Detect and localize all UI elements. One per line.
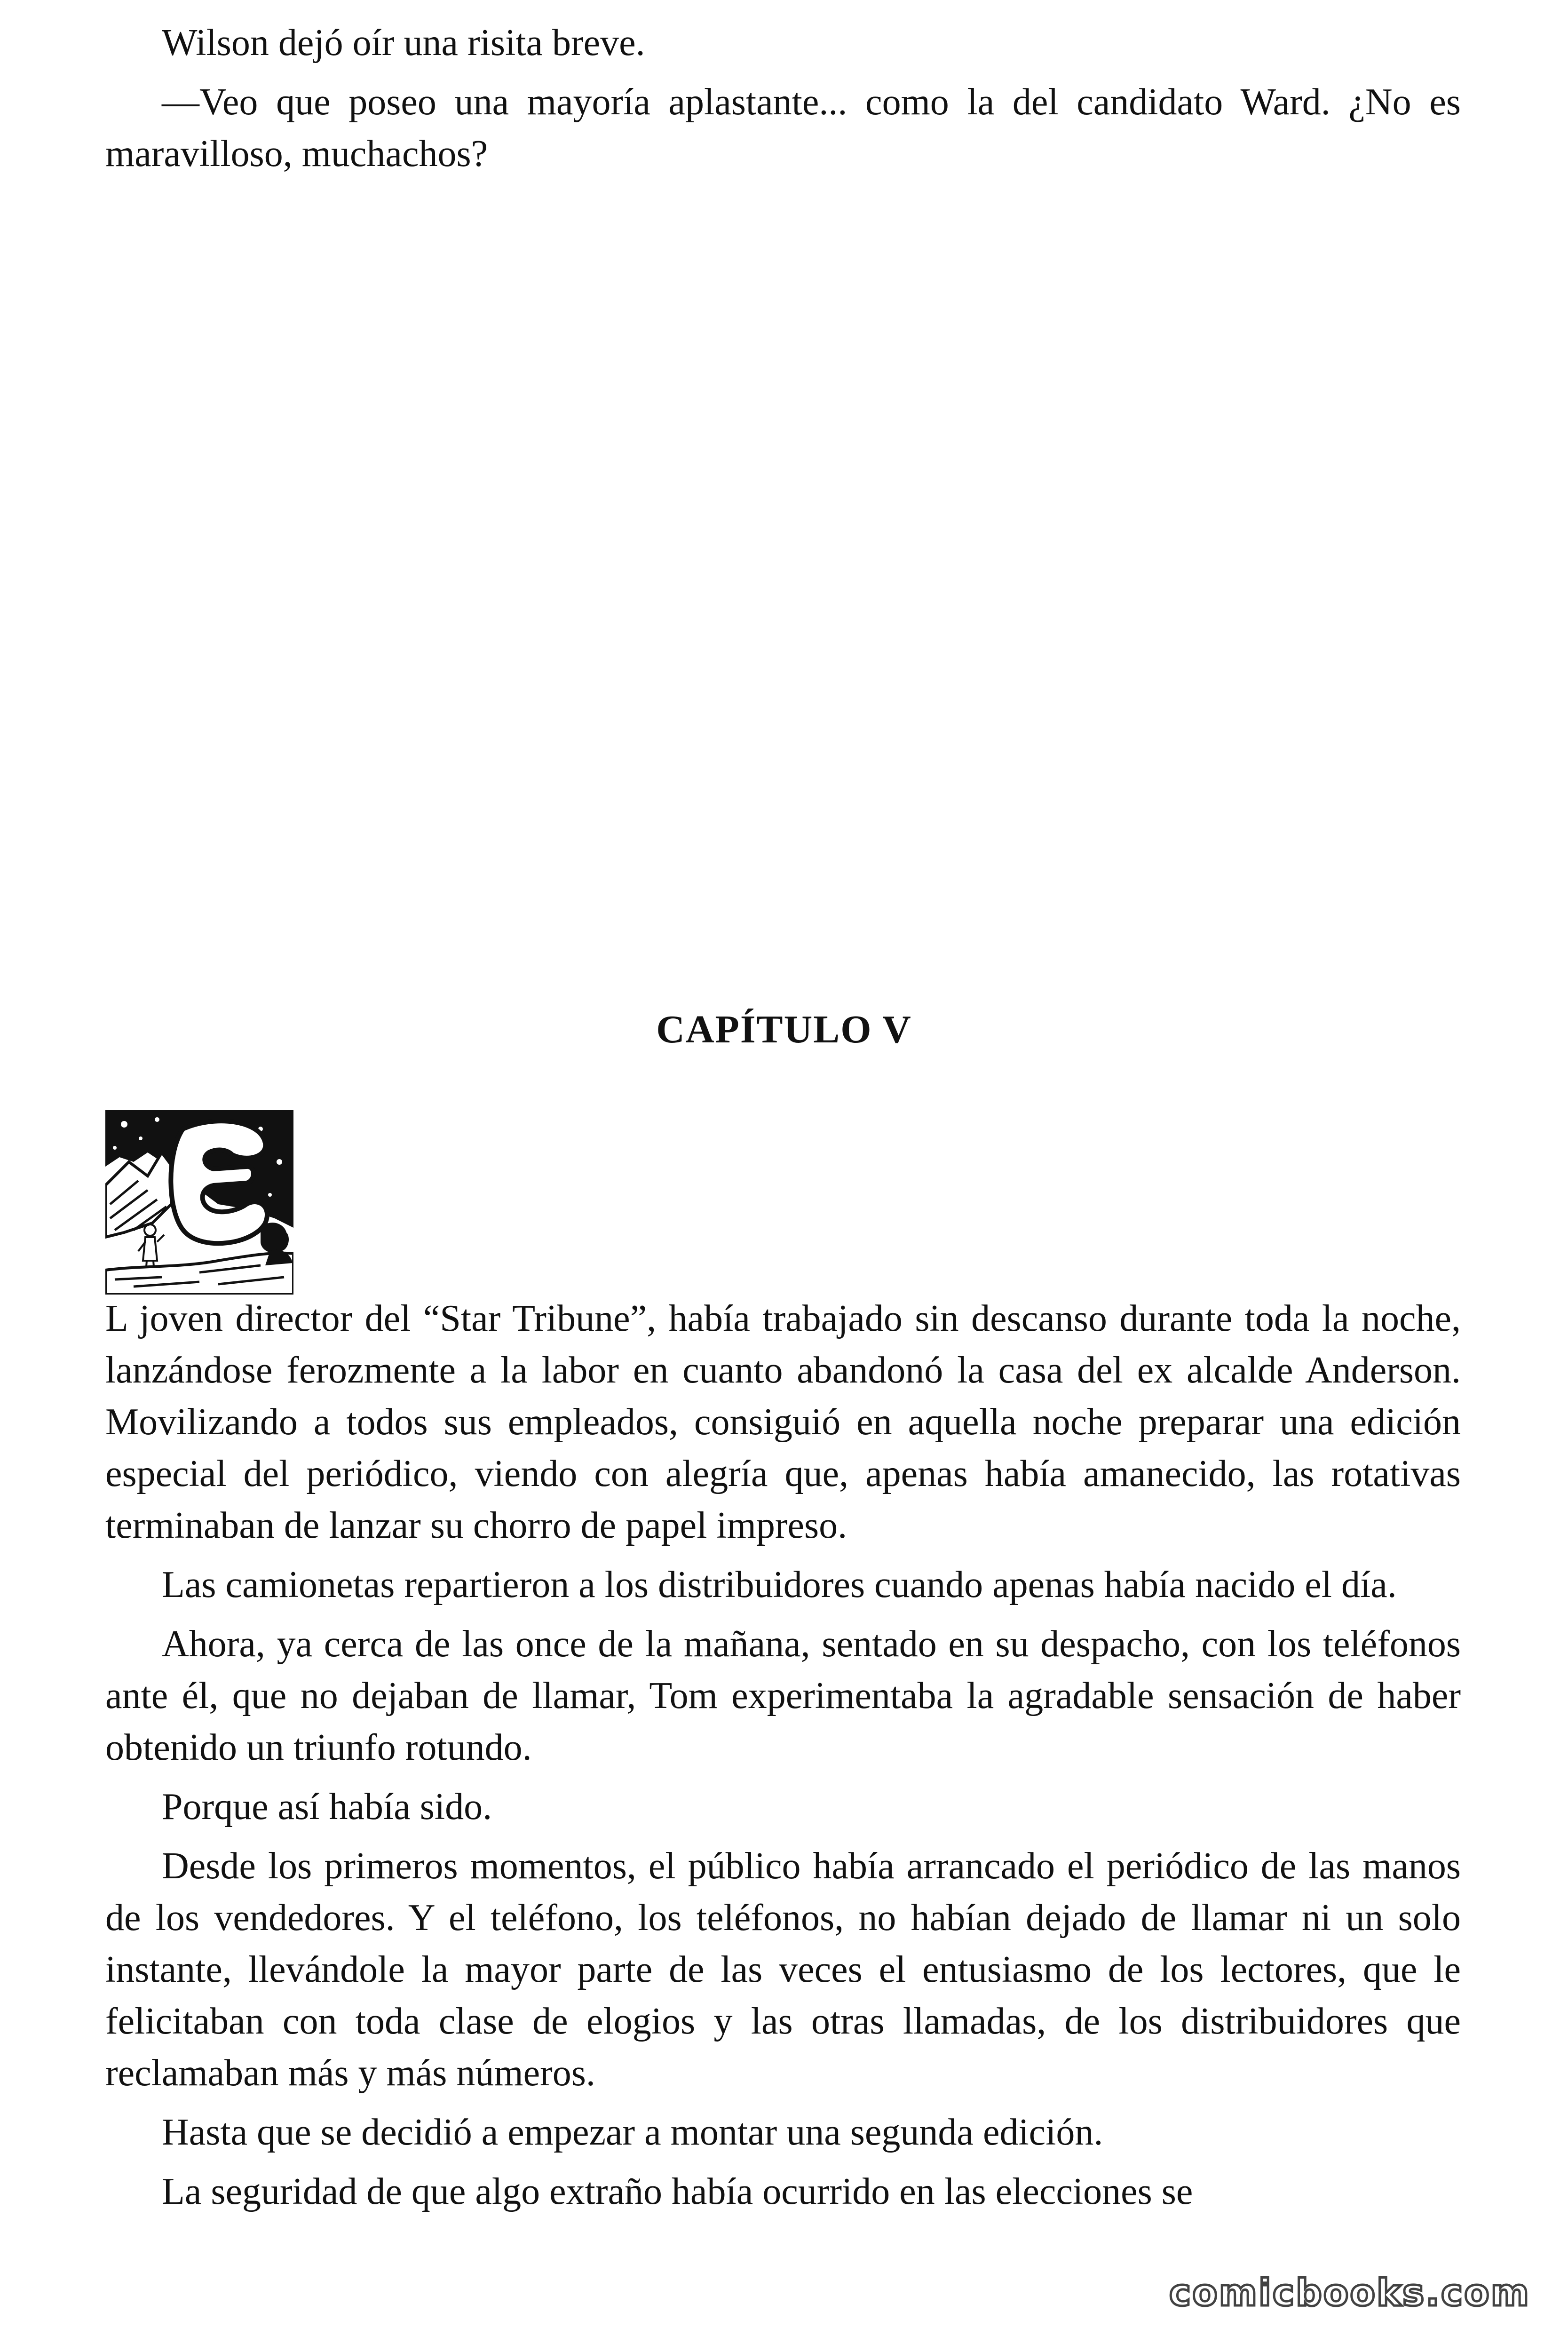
paragraph: Las camionetas repartieron a los distribuidores cuando apenas había nacido el día. [162,1564,1397,1605]
paragraph: Porque así había sido. [162,1786,492,1828]
chapter-text-block [105,1293,1461,2217]
top-text-block [105,17,1461,180]
paragraph: Ahora, ya cerca de las once de la mañana, sentado en su despacho, con los teléfonos ante él, que no dejaban de llamar, Tom experimentaba la agradable sensación de haber obtenido un triunfo rotundo. [105,1623,1461,1768]
watermark: comicbooks.com [1164,2272,1535,2314]
paragraph: Wilson dejó oír una risita breve. [162,22,645,64]
chapter-title: CAPÍTULO V [656,1008,912,1051]
drop-cap-illustration [105,1110,293,1295]
drop-cap-e-icon [105,1110,293,1295]
paragraph: La seguridad de que algo extraño había ocurrido en las elecciones se [162,2171,1193,2212]
paragraph: —Veo que poseo una mayoría aplastante... como la del candidato Ward. ¿No es maravilloso, muchachos? [105,81,1461,175]
paragraph: Hasta que se decidió a empezar a montar una segunda edición. [162,2112,1103,2153]
chapter-first-paragraph: L joven director del “Star Tribune”, había trabajado sin descanso durante toda la noche, lanzándose ferozmente a la labor en cuanto abandonó la casa del ex alcalde Anderson. Movilizando a todos sus empleados, consiguió en aquella noche preparar una edición especial del periódico, viendo con alegría que, apenas había amanecido, las rotativas terminaban de lanzar su chorro de papel impreso. [105,1298,1461,1546]
paragraph: Desde los primeros momentos, el público había arrancado el periódico de las manos de los vendedores. Y el teléfono, los teléfonos, no habían dejado de llamar ni un solo instante, llevándole la mayor parte de las veces el entusiasmo de los lectores, que le felicitaban con toda clase de elogios y las otras llamadas, de los distribuidores que reclamaban más y más números. [105,1845,1461,2094]
